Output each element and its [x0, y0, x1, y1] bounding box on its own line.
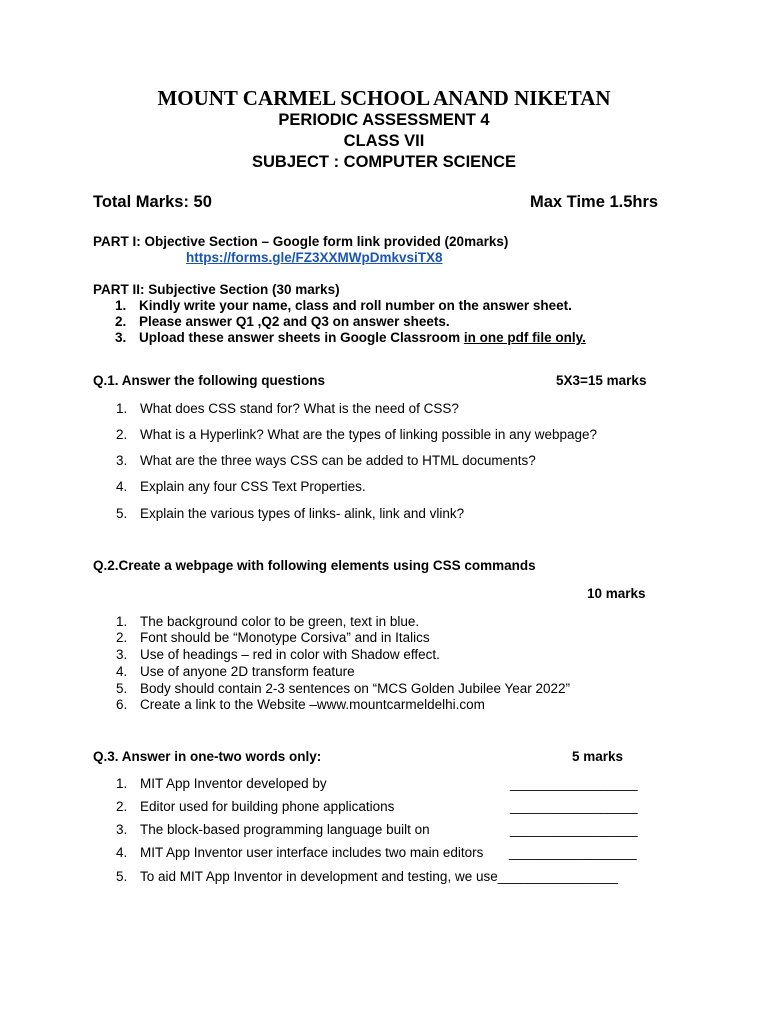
q2-item [116, 614, 419, 629]
q3-item-text: To aid MIT App Inventor in development and testing, we use [140, 869, 498, 884]
q1-item [116, 401, 459, 416]
item-number: 4. [116, 664, 128, 679]
q3-item [116, 869, 618, 884]
q1-item-text: Explain the various types of links- alink, link and vlink? [140, 506, 465, 521]
q3-item-text: MIT App Inventor user interface includes two main editors [140, 845, 484, 860]
q3-item-text: Editor used for building phone applications [140, 799, 395, 814]
part2-item-text: Kindly write your name, class and roll number on the answer sheet. [139, 298, 572, 313]
q2-item [116, 681, 570, 696]
part2-item-text: Please answer Q1 ,Q2 and Q3 on answer sheets. [139, 314, 450, 329]
q1-item [116, 453, 536, 468]
q2-item-text: Use of headings – red in color with Shadow effect. [140, 647, 440, 662]
q1-title: Q.1. Answer the following questions [93, 373, 326, 388]
item-number: 1. [116, 614, 128, 629]
item-number: 2. [116, 630, 128, 645]
answer-blank: _________________ [509, 845, 637, 860]
part2-item [115, 314, 450, 329]
q2-item-text: Body should contain 2-3 sentences on “MCS Golden Jubilee Year 2022” [140, 681, 571, 696]
q2-item [116, 697, 485, 712]
q3-item [116, 845, 483, 860]
part2-item [115, 330, 586, 345]
q3-item-text: The block-based programming language built on [140, 822, 430, 837]
item-number: 6. [116, 697, 128, 712]
item-number: 3. [116, 453, 128, 468]
answer-blank: _________________ [510, 822, 638, 837]
subject-title: SUBJECT : COMPUTER SCIENCE [251, 153, 517, 171]
school-name: MOUNT CARMEL SCHOOL ANAND NIKETAN [157, 86, 611, 110]
item-number: 2. [115, 314, 127, 329]
q3-item [116, 822, 430, 837]
item-number: 3. [116, 647, 128, 662]
q2-title: Q.2.Create a webpage with following elements using CSS commands [93, 558, 536, 573]
q1-marks: 5X3=15 marks [556, 373, 647, 388]
answer-blank: _________________ [510, 799, 638, 814]
item-number: 4. [116, 845, 128, 860]
q2-item [116, 630, 430, 645]
underlined-emphasis: in one pdf file only. [463, 330, 586, 345]
q2-item-text: Create a link to the Website –www.mountcarmeldelhi.com [140, 697, 485, 712]
max-time: Max Time 1.5hrs [530, 193, 659, 211]
q1-item [116, 427, 597, 442]
q1-item-text: What are the three ways CSS can be added to HTML documents? [140, 453, 536, 468]
q1-item-text: What does CSS stand for? What is the need of CSS? [140, 401, 459, 416]
q2-marks: 10 marks [587, 586, 646, 601]
google-form-link[interactable]: https://forms.gle/FZ3XXMWpDmkvsiTX8 [186, 250, 443, 265]
part2-item-text: Upload these answer sheets in Google Classroom [139, 330, 464, 345]
q1-item [116, 506, 464, 521]
total-marks: Total Marks: 50 [93, 193, 212, 211]
answer-blank: ________________ [497, 869, 618, 884]
q3-item-text: MIT App Inventor developed by [140, 776, 327, 791]
q3-title: Q.3. Answer in one-two words only: [93, 749, 322, 764]
part2-title: PART II: Subjective Section (30 marks) [93, 282, 340, 297]
q3-item [116, 776, 327, 791]
q1-item-text: Explain any four CSS Text Properties. [140, 479, 366, 494]
item-number: 2. [116, 799, 128, 814]
item-number: 5. [116, 681, 128, 696]
item-number: 3. [115, 330, 127, 345]
item-number: 5. [116, 869, 128, 884]
q3-marks: 5 marks [572, 749, 624, 764]
assessment-title: PERIODIC ASSESSMENT 4 [278, 111, 490, 129]
item-number: 1. [115, 298, 127, 313]
item-number: 3. [116, 822, 128, 837]
q2-item [116, 647, 440, 662]
part1-title: PART I: Objective Section – Google form link provided (20marks) [93, 234, 509, 249]
q2-item-text: Font should be “Monotype Corsiva” and in Italics [140, 630, 430, 645]
item-number: 1. [116, 401, 128, 416]
q2-item-text: Use of anyone 2D transform feature [140, 664, 355, 679]
item-number: 1. [116, 776, 128, 791]
q2-item [116, 664, 355, 679]
item-number: 4. [116, 479, 128, 494]
q2-item-text: The background color to be green, text in blue. [140, 614, 420, 629]
item-number: 2. [116, 427, 128, 442]
q3-item [116, 799, 394, 814]
part2-item [115, 298, 572, 313]
class-title: CLASS VII [343, 132, 425, 150]
q1-item-text: What is a Hyperlink? What are the types of linking possible in any webpage? [140, 427, 597, 442]
answer-blank: _________________ [510, 776, 638, 791]
item-number: 5. [116, 506, 128, 521]
q1-item [116, 479, 366, 494]
